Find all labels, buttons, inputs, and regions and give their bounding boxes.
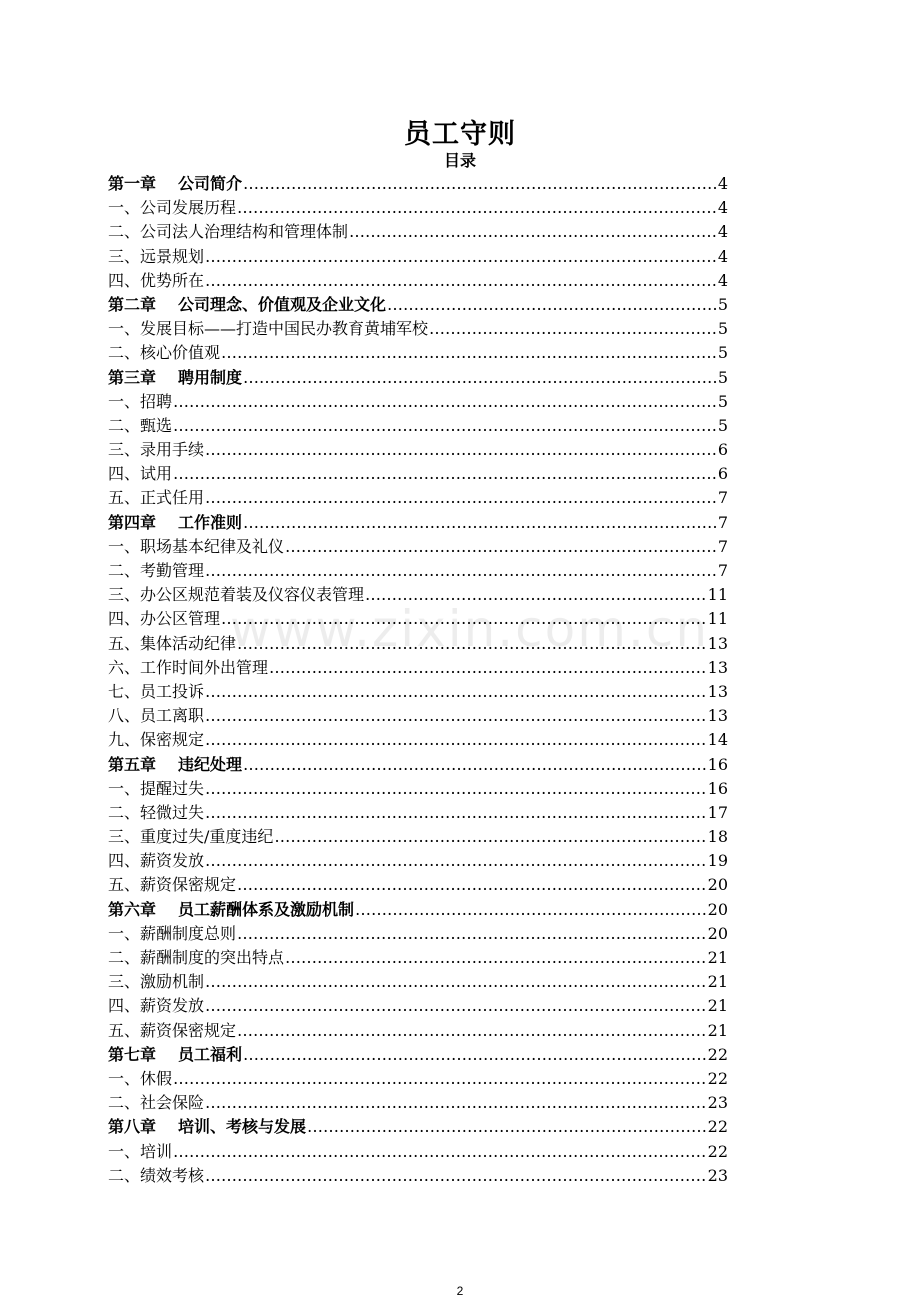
toc-section-label: 五、薪资保密规定 bbox=[108, 1020, 237, 1040]
toc-section-label: 二、考勤管理 bbox=[108, 561, 205, 580]
toc-section-label: 二、公司法人治理结构和管理体制 bbox=[108, 222, 349, 242]
toc-section-label: 二、甄选 bbox=[108, 415, 173, 435]
toc-section-entry[interactable] bbox=[108, 704, 728, 728]
toc-chapter-number: 第八章 bbox=[108, 1117, 157, 1137]
toc-section-entry[interactable] bbox=[108, 970, 728, 994]
toc-page-number: 22 bbox=[707, 1117, 728, 1137]
toc-page-number: 6 bbox=[717, 464, 728, 484]
toc-section-entry[interactable] bbox=[108, 849, 728, 873]
toc-page-number: 17 bbox=[707, 802, 728, 822]
toc-chapter-entry[interactable] bbox=[108, 511, 728, 535]
toc-section-entry[interactable] bbox=[108, 196, 728, 220]
toc-page-number: 13 bbox=[707, 657, 728, 677]
toc-leader-dots bbox=[274, 825, 706, 849]
toc-section-entry[interactable] bbox=[108, 390, 728, 414]
toc-section-label: 一、提醒过失 bbox=[108, 778, 205, 798]
toc-section-label: 二、薪酬制度的突出特点 bbox=[108, 948, 285, 967]
toc-leader-dots bbox=[205, 680, 707, 704]
toc-chapter-label: 公司理念、价值观及企业文化 bbox=[178, 294, 387, 314]
toc-heading: 目录 bbox=[443, 151, 476, 170]
toc-section-entry[interactable] bbox=[108, 317, 728, 341]
toc-chapter-title bbox=[108, 511, 242, 535]
toc-page-number: 18 bbox=[707, 827, 728, 847]
toc-page-number: 14 bbox=[707, 730, 728, 750]
toc-page-number: 5 bbox=[717, 343, 728, 363]
toc-section-entry[interactable] bbox=[108, 656, 728, 680]
toc-section-entry[interactable] bbox=[108, 1140, 728, 1164]
toc-leader-dots bbox=[205, 801, 707, 825]
toc-section-entry[interactable] bbox=[108, 994, 728, 1018]
toc-chapter-entry[interactable] bbox=[108, 1043, 728, 1067]
toc-section-label: 六、工作时间外出管理 bbox=[108, 657, 269, 677]
toc-chapter-number: 第六章 bbox=[108, 899, 157, 919]
toc-leader-dots bbox=[205, 438, 717, 462]
toc-leader-dots bbox=[237, 196, 717, 220]
toc-page-number: 7 bbox=[717, 488, 728, 508]
toc-page-number: 4 bbox=[717, 246, 728, 266]
toc-section-label: 一、发展目标——打造中国民办教育黄埔军校 bbox=[108, 319, 429, 339]
toc-leader-dots bbox=[205, 269, 717, 293]
toc-leader-dots bbox=[237, 1019, 707, 1043]
toc-page-number: 4 bbox=[717, 222, 728, 242]
toc-leader-dots bbox=[285, 535, 717, 559]
toc-page-number: 20 bbox=[707, 923, 728, 943]
toc-chapter-number: 第三章 bbox=[108, 367, 157, 387]
toc-section-label: 三、录用手续 bbox=[108, 440, 205, 460]
toc-chapter-number: 第四章 bbox=[108, 512, 157, 532]
toc-section-label: 二、轻微过失 bbox=[108, 802, 205, 822]
toc-page-number: 4 bbox=[717, 270, 728, 290]
toc-leader-dots bbox=[243, 172, 717, 196]
toc-section-entry[interactable] bbox=[108, 220, 728, 244]
toc-chapter-number: 第一章 bbox=[108, 174, 157, 193]
toc-page-number: 16 bbox=[707, 778, 728, 798]
toc-section-label: 四、优势所在 bbox=[108, 270, 205, 290]
toc-section-entry[interactable] bbox=[108, 269, 728, 293]
toc-leader-dots bbox=[269, 656, 707, 680]
toc-page-number: 21 bbox=[707, 972, 728, 992]
toc-section-entry[interactable] bbox=[108, 341, 728, 365]
toc-leader-dots bbox=[205, 970, 707, 994]
toc-page-number: 5 bbox=[717, 294, 728, 314]
toc-chapter-title bbox=[108, 1115, 306, 1139]
toc-section-label: 一、培训 bbox=[108, 1141, 173, 1161]
toc-page-number: 21 bbox=[707, 996, 728, 1016]
toc-leader-dots bbox=[205, 1091, 707, 1115]
toc-leader-dots bbox=[355, 898, 707, 922]
toc-chapter-label: 聘用制度 bbox=[178, 367, 243, 387]
toc-leader-dots bbox=[237, 873, 707, 897]
toc-section-label: 一、休假 bbox=[108, 1068, 173, 1088]
toc-chapter-entry[interactable] bbox=[108, 172, 728, 196]
toc-page-number: 7 bbox=[717, 561, 728, 580]
toc-page-number: 20 bbox=[707, 875, 728, 895]
toc-section-entry[interactable] bbox=[108, 825, 728, 849]
toc-section-label: 七、员工投诉 bbox=[108, 681, 205, 701]
toc-chapter-title bbox=[108, 366, 242, 390]
toc-page-number: 6 bbox=[717, 440, 728, 460]
toc-leader-dots bbox=[243, 753, 707, 777]
toc-chapter-title bbox=[108, 898, 354, 922]
toc-section-label: 四、试用 bbox=[108, 464, 173, 484]
toc-page-number: 11 bbox=[707, 609, 728, 629]
toc-section-label: 四、薪资发放 bbox=[108, 851, 205, 871]
toc-page-number: 22 bbox=[707, 1141, 728, 1161]
toc-leader-dots bbox=[173, 390, 717, 414]
page-number: 2 bbox=[456, 1284, 464, 1298]
toc-page-number: 13 bbox=[707, 706, 728, 726]
toc-page-number: 23 bbox=[707, 1093, 728, 1113]
toc-chapter-label: 工作准则 bbox=[178, 512, 243, 532]
toc-chapter-label: 培训、考核与发展 bbox=[178, 1117, 307, 1137]
toc-page-number: 23 bbox=[707, 1165, 728, 1185]
toc-leader-dots bbox=[205, 559, 717, 583]
toc-chapter-entry[interactable] bbox=[108, 753, 728, 777]
toc-section-label: 一、公司发展历程 bbox=[108, 198, 237, 218]
toc-section-entry[interactable] bbox=[108, 777, 728, 801]
toc-page-number: 5 bbox=[717, 415, 728, 435]
toc-section-label: 一、薪酬制度总则 bbox=[108, 923, 237, 943]
toc-page-number: 19 bbox=[707, 851, 728, 871]
toc-section-label: 五、薪资保密规定 bbox=[108, 875, 237, 895]
toc-page-number: 13 bbox=[707, 681, 728, 701]
toc-section-label: 三、办公区规范着装及仪容仪表管理 bbox=[108, 585, 365, 605]
toc-leader-dots bbox=[387, 293, 717, 317]
toc-section-label: 八、员工离职 bbox=[108, 706, 205, 726]
toc-page-number: 11 bbox=[707, 585, 728, 605]
toc-leader-dots bbox=[285, 946, 707, 970]
toc-chapter-entry[interactable] bbox=[108, 293, 728, 317]
toc-chapter-label: 公司简介 bbox=[178, 174, 243, 193]
toc-section-entry[interactable] bbox=[108, 680, 728, 704]
toc-section-label: 九、保密规定 bbox=[108, 730, 205, 750]
toc-leader-dots bbox=[173, 414, 717, 438]
toc-chapter-title bbox=[108, 172, 242, 196]
toc-chapter-entry[interactable] bbox=[108, 366, 728, 390]
toc-section-entry[interactable] bbox=[108, 462, 728, 486]
toc-section-entry[interactable] bbox=[108, 1091, 728, 1115]
toc-page-number: 5 bbox=[717, 319, 728, 339]
toc-section-entry[interactable] bbox=[108, 486, 728, 510]
toc-page-number: 4 bbox=[717, 174, 728, 193]
toc-page-number: 21 bbox=[707, 948, 728, 967]
toc-section-entry[interactable] bbox=[108, 801, 728, 825]
toc-page-number: 13 bbox=[707, 633, 728, 653]
toc-section-entry[interactable] bbox=[108, 922, 728, 946]
toc-leader-dots bbox=[205, 1164, 707, 1188]
toc-section-entry[interactable] bbox=[108, 728, 728, 752]
toc-chapter-entry[interactable] bbox=[108, 1115, 728, 1139]
toc-leader-dots bbox=[205, 777, 707, 801]
toc-chapter-label: 违纪处理 bbox=[178, 754, 243, 774]
toc-chapter-number: 第二章 bbox=[108, 294, 157, 314]
toc-leader-dots bbox=[205, 994, 707, 1018]
toc-chapter-number: 第五章 bbox=[108, 754, 157, 774]
toc-section-label: 四、薪资发放 bbox=[108, 996, 205, 1016]
toc-section-entry[interactable] bbox=[108, 946, 728, 970]
toc-section-entry[interactable] bbox=[108, 559, 728, 583]
watermark: www.zixin.com.cn bbox=[230, 600, 710, 658]
toc-leader-dots bbox=[307, 1115, 707, 1139]
toc-section-label: 二、社会保险 bbox=[108, 1093, 205, 1113]
toc-section-label: 五、集体活动纪律 bbox=[108, 633, 237, 653]
toc-page-number: 22 bbox=[707, 1044, 728, 1064]
toc-page-number: 5 bbox=[717, 367, 728, 387]
toc-leader-dots bbox=[205, 849, 707, 873]
toc-section-label: 一、职场基本纪律及礼仪 bbox=[108, 536, 285, 556]
toc-leader-dots bbox=[243, 366, 717, 390]
toc-leader-dots bbox=[243, 511, 717, 535]
toc-section-entry[interactable] bbox=[108, 1164, 728, 1188]
toc-leader-dots bbox=[429, 317, 717, 341]
toc-section-label: 四、办公区管理 bbox=[108, 609, 221, 629]
toc-section-label: 二、核心价值观 bbox=[108, 343, 221, 363]
toc-leader-dots bbox=[205, 704, 707, 728]
toc-page-number: 5 bbox=[717, 391, 728, 411]
toc-page-number: 16 bbox=[707, 754, 728, 774]
toc-page-number: 7 bbox=[717, 536, 728, 556]
toc-page-number: 22 bbox=[707, 1068, 728, 1088]
toc-section-label: 二、绩效考核 bbox=[108, 1165, 205, 1185]
document-title: 员工守则 bbox=[404, 119, 516, 150]
toc-section-label: 一、招聘 bbox=[108, 391, 173, 411]
toc-leader-dots bbox=[205, 486, 717, 510]
toc-section-entry[interactable] bbox=[108, 245, 728, 269]
toc-leader-dots bbox=[205, 728, 707, 752]
table-of-contents bbox=[108, 172, 728, 1188]
toc-chapter-label: 员工福利 bbox=[178, 1044, 243, 1064]
toc-chapter-title bbox=[108, 293, 386, 317]
toc-leader-dots bbox=[237, 922, 707, 946]
toc-page-number: 21 bbox=[707, 1020, 728, 1040]
toc-leader-dots bbox=[205, 245, 717, 269]
toc-page-number: 20 bbox=[707, 899, 728, 919]
toc-chapter-title bbox=[108, 1043, 242, 1067]
toc-section-entry[interactable] bbox=[108, 535, 728, 559]
toc-section-entry[interactable] bbox=[108, 873, 728, 897]
toc-page-number: 4 bbox=[717, 198, 728, 218]
toc-section-label: 五、正式任用 bbox=[108, 488, 205, 508]
toc-leader-dots bbox=[221, 341, 717, 365]
toc-leader-dots bbox=[173, 1140, 707, 1164]
toc-chapter-number: 第七章 bbox=[108, 1044, 157, 1064]
toc-section-entry[interactable] bbox=[108, 414, 728, 438]
toc-chapter-entry[interactable] bbox=[108, 898, 728, 922]
toc-section-label: 三、重度过失/重度违纪 bbox=[108, 827, 274, 847]
toc-chapter-title bbox=[108, 753, 242, 777]
toc-section-entry[interactable] bbox=[108, 438, 728, 462]
toc-chapter-label: 员工薪酬体系及激励机制 bbox=[178, 899, 355, 919]
toc-section-entry[interactable] bbox=[108, 1019, 728, 1043]
toc-section-label: 三、激励机制 bbox=[108, 972, 205, 992]
toc-leader-dots bbox=[173, 1067, 707, 1091]
toc-leader-dots bbox=[173, 462, 717, 486]
toc-page-number: 7 bbox=[717, 512, 728, 532]
toc-section-label: 三、远景规划 bbox=[108, 246, 205, 266]
toc-section-entry[interactable] bbox=[108, 1067, 728, 1091]
toc-leader-dots bbox=[349, 220, 717, 244]
toc-leader-dots bbox=[243, 1043, 707, 1067]
